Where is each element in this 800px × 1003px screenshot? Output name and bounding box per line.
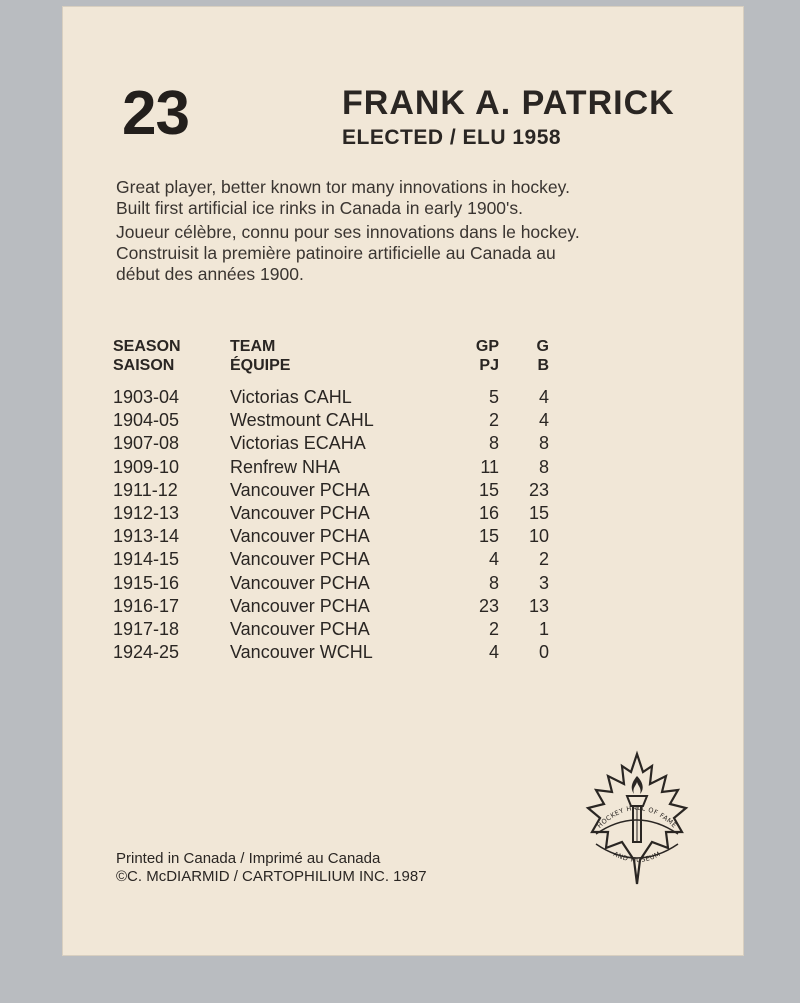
bio-english-line: Great player, better known tor many innovations in hockey. xyxy=(116,177,570,197)
goals-cell: 4 xyxy=(538,387,549,407)
season-cell: 1914-15 xyxy=(113,549,180,570)
season-cell: 1904-05 xyxy=(113,410,180,431)
games-played-cell: 15 xyxy=(478,526,499,547)
card-number: 23 xyxy=(122,79,189,148)
team-cell: Vancouver PCHA xyxy=(230,479,370,500)
header-french: PJ xyxy=(479,357,499,374)
games-played-cell: 23 xyxy=(478,595,499,616)
season-cell: 1907-08 xyxy=(113,433,180,454)
team-cell: Vancouver PCHA xyxy=(230,595,370,616)
goals-cell: 15 xyxy=(528,502,549,523)
header-french: ÉQUIPE xyxy=(230,357,291,374)
team-cell: Vancouver WCHL xyxy=(230,642,373,663)
goals-cell: 10 xyxy=(528,526,549,547)
games-played-cell: 16 xyxy=(478,502,499,523)
goals-cell: 8 xyxy=(538,433,549,454)
stats-row xyxy=(62,456,744,479)
printed-in-note: Printed in Canada / Imprimé au Canada xyxy=(116,850,381,867)
header-french: B xyxy=(537,357,549,374)
games-played-cell: 15 xyxy=(478,479,499,500)
season-cell: 1912-13 xyxy=(113,502,180,523)
stats-row xyxy=(62,432,744,455)
player-biography xyxy=(116,177,716,287)
stats-row xyxy=(62,572,744,595)
stats-row xyxy=(62,641,744,664)
goals-cell: 13 xyxy=(528,595,549,616)
team-column-header xyxy=(230,337,290,375)
goals-column-header xyxy=(507,337,549,375)
season-cell: 1924-25 xyxy=(113,642,180,663)
team-cell: Vancouver PCHA xyxy=(230,618,370,639)
games-played-cell: 4 xyxy=(488,642,499,663)
games-played-cell: 5 xyxy=(488,387,499,407)
stats-row xyxy=(62,525,744,548)
games-played-cell: 2 xyxy=(488,618,499,639)
stats-row xyxy=(62,502,744,525)
trading-card-back xyxy=(62,6,744,956)
games-played-cell: 2 xyxy=(488,410,499,431)
goals-cell: 23 xyxy=(528,479,549,500)
stats-table-header xyxy=(62,337,744,377)
goals-cell: 2 xyxy=(538,549,549,570)
header-english: TEAM xyxy=(230,338,276,355)
elected-year: ELECTED / ELU 1958 xyxy=(342,126,562,149)
season-cell: 1913-14 xyxy=(113,526,180,547)
header-french: SAISON xyxy=(113,357,175,374)
season-cell: 1917-18 xyxy=(113,618,180,639)
goals-cell: 0 xyxy=(538,642,549,663)
team-cell: Victorias ECAHA xyxy=(230,433,366,454)
team-cell: Renfrew NHA xyxy=(230,456,341,477)
games-played-cell: 8 xyxy=(488,572,499,593)
stats-row xyxy=(62,479,744,502)
bio-english-line: Built first artificial ice rinks in Canada in early 1900's. xyxy=(116,198,523,218)
bio-french-line: début des années 1900. xyxy=(116,264,304,284)
bio-english xyxy=(116,177,716,219)
svg-text:AND MUSEUM xyxy=(612,850,662,864)
season-cell: 1903-04 xyxy=(113,387,180,407)
season-cell: 1916-17 xyxy=(113,595,180,616)
card-footer xyxy=(116,850,427,886)
copyright-note: ©C. McDIARMID / CARTOPHILIUM INC. 1987 xyxy=(116,868,427,885)
bio-french xyxy=(116,222,716,285)
season-column-header xyxy=(113,337,181,375)
header-english: G xyxy=(536,338,549,355)
logo-bottom-text: AND MUSEUM xyxy=(612,849,662,865)
goals-cell: 4 xyxy=(538,410,549,431)
stats-row xyxy=(62,409,744,432)
team-cell: Victorias CAHL xyxy=(230,387,352,407)
team-cell: Vancouver PCHA xyxy=(230,549,370,570)
goals-cell: 3 xyxy=(538,572,549,593)
games-played-cell: 11 xyxy=(480,456,499,477)
season-cell: 1909-10 xyxy=(113,456,180,477)
stats-row xyxy=(62,595,744,618)
stats-row xyxy=(62,548,744,571)
goals-cell: 1 xyxy=(538,618,549,639)
team-cell: Vancouver PCHA xyxy=(230,502,370,523)
goals-cell: 8 xyxy=(538,456,549,477)
bio-french-line: Construisit la première patinoire artificielle au Canada au xyxy=(116,243,556,263)
team-cell: Vancouver PCHA xyxy=(230,526,370,547)
games-played-cell: 8 xyxy=(488,433,499,454)
games-played-cell: 4 xyxy=(488,549,499,570)
season-cell: 1915-16 xyxy=(113,572,180,593)
logo-top-text: HOCKEY HALL OF FAME xyxy=(595,803,679,830)
bio-french-line: Joueur célèbre, connu pour ses innovations dans le hockey. xyxy=(116,222,580,242)
stats-row xyxy=(62,386,744,409)
header-english: GP xyxy=(475,338,499,355)
player-name: FRANK A. PATRICK xyxy=(342,84,675,122)
stats-table-body xyxy=(62,386,744,664)
stats-row xyxy=(62,618,744,641)
hockey-hall-of-fame-torch-maple-leaf-icon xyxy=(578,748,696,890)
header-english: SEASON xyxy=(113,338,181,355)
games-played-column-header xyxy=(457,337,499,375)
team-cell: Westmount CAHL xyxy=(230,410,374,431)
team-cell: Vancouver PCHA xyxy=(230,572,370,593)
season-cell: 1911-12 xyxy=(113,479,178,500)
